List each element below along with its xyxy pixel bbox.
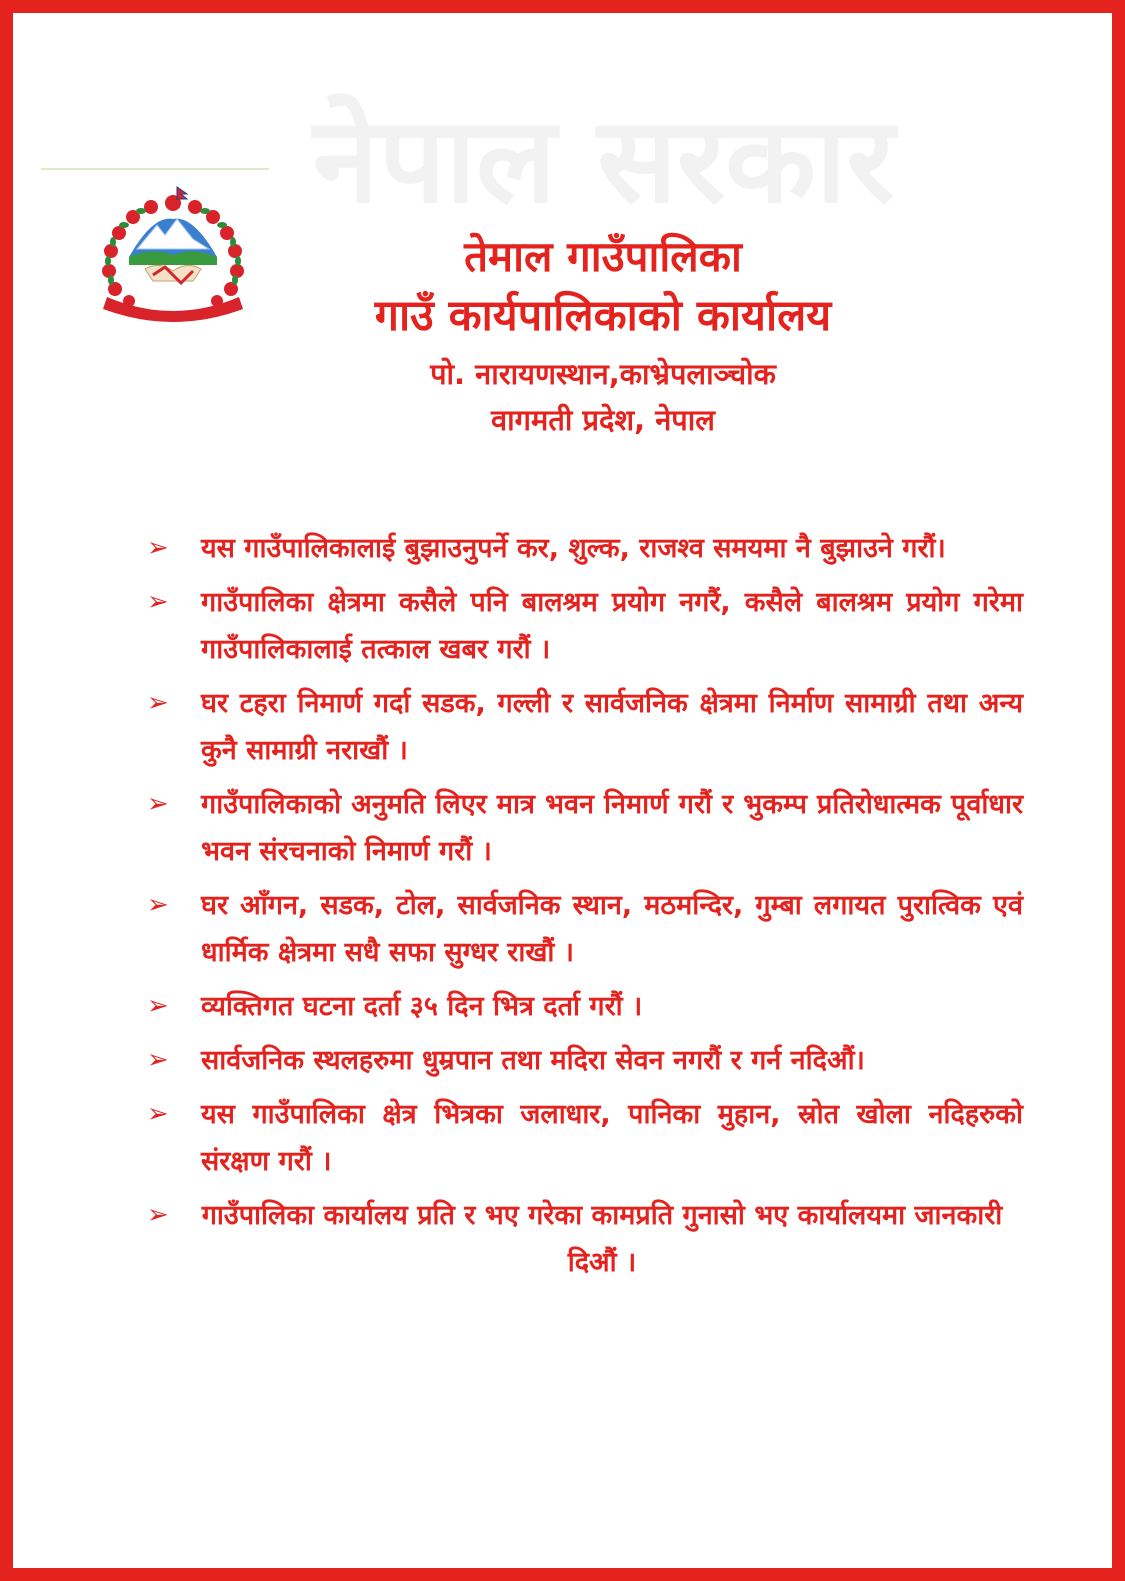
arrow-bullet-icon: ➢ bbox=[147, 789, 169, 819]
list-item bbox=[143, 781, 1023, 875]
arrow-bullet-icon: ➢ bbox=[147, 890, 169, 920]
office-province: वागमती प्रदेश, नेपाल bbox=[491, 403, 715, 437]
notice-text: घर टहरा निमार्ण गर्दा सडक, गल्ली र सार्वजनिक क्षेत्रमा निर्माण सामाग्री तथा अन्य कुनै सामाग्री नराखौं । bbox=[201, 688, 1023, 766]
notice-list bbox=[143, 525, 1023, 1293]
list-item bbox=[143, 525, 1023, 572]
notice-text: गाउँपालिका क्षेत्रमा कसैले पनि बालश्रम प्रयोग नगरैं, कसैले बालश्रम प्रयोग गरेमा गाउँपालिकालाई तत्काल खबर गरौं । bbox=[201, 587, 1023, 665]
notice-text: यस गाउँपालिकालाई बुझाउनुपर्ने कर, शुल्क, राजश्व समयमा नै बुझाउने गरौं। bbox=[201, 533, 946, 564]
nepal-government-emblem-icon bbox=[93, 185, 253, 333]
notice-text: गाउँपालिकाको अनुमति लिएर मात्र भवन निमार्ण गरौं र भुकम्प प्रतिरोधात्मक पूर्वाधार भवन संरचनाको निमार्ण गरौं । bbox=[201, 789, 1023, 867]
arrow-bullet-icon: ➢ bbox=[147, 991, 169, 1021]
municipality-name: तेमाल गाउँपालिका bbox=[464, 232, 742, 281]
arrow-bullet-icon: ➢ bbox=[147, 1099, 169, 1129]
notice-text: घर आँगन, सडक, टोल, सार्वजनिक स्थान, मठमन्दिर, गुम्बा लगायत पुरात्विक एवं धार्मिक क्षेत्रमा सधै सफा सुग्धर राखौं । bbox=[201, 890, 1023, 968]
arrow-bullet-icon: ➢ bbox=[147, 688, 169, 718]
notice-text: गाउँपालिका कार्यालय प्रति र भए गरेका कामप्रति गुनासो भए कार्यालयमा जानकारी दिऔं । bbox=[201, 1200, 1003, 1278]
list-item bbox=[143, 579, 1023, 673]
notice-text: यस गाउँपालिका क्षेत्र भित्रका जलाधार, पानिका मुहान, स्रोत खोला नदिहरुको संरक्षण गरौं । bbox=[201, 1099, 1023, 1177]
arrow-bullet-icon: ➢ bbox=[147, 1200, 169, 1230]
arrow-bullet-icon: ➢ bbox=[147, 1045, 169, 1075]
office-name: गाउँ कार्यपालिकाको कार्यालय bbox=[374, 291, 832, 341]
office-address: पो. नारायणस्थान,काभ्रेपलाञ्चोक bbox=[430, 357, 776, 391]
list-item bbox=[143, 1091, 1023, 1185]
arrow-bullet-icon: ➢ bbox=[147, 533, 169, 563]
list-item bbox=[143, 983, 1023, 1030]
list-item bbox=[143, 680, 1023, 774]
faded-divider bbox=[41, 168, 269, 170]
list-item bbox=[143, 1037, 1023, 1084]
list-item bbox=[143, 1192, 1023, 1286]
office-header bbox=[263, 229, 943, 443]
notice-text: व्यक्तिगत घटना दर्ता ३५ दिन भित्र दर्ता गरौं । bbox=[201, 991, 643, 1022]
arrow-bullet-icon: ➢ bbox=[147, 587, 169, 617]
notice-text: सार्वजनिक स्थलहरुमा धुम्रपान तथा मदिरा सेवन नगरौं र गर्न नदिऔं। bbox=[201, 1045, 865, 1076]
list-item bbox=[143, 882, 1023, 976]
faded-watermark-text: नेपाल सरकार bbox=[313, 91, 895, 229]
